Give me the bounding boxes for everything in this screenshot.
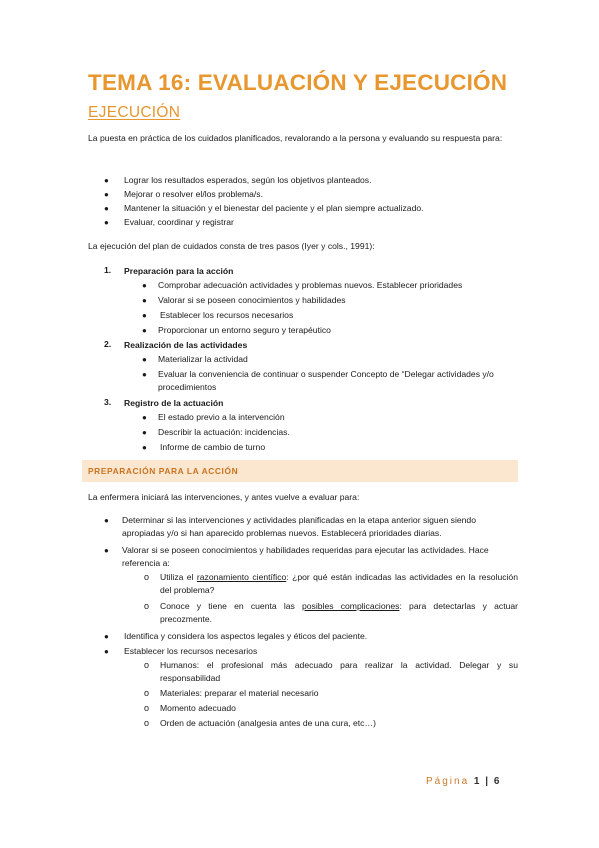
circle-bullet-icon: o <box>144 572 150 582</box>
bullet-icon: ● <box>142 326 147 335</box>
circle-bullet-icon: o <box>144 688 150 698</box>
bullet-icon: ● <box>104 218 109 227</box>
sub-list-item <box>160 600 518 626</box>
list-item: Mejorar o resolver el/los problema/s. <box>124 189 263 199</box>
list-item: Determinar si las intervenciones y actividades planificadas en la etapa anterior siguen siendo apropiadas y/o si han aparecido problemas nuevos. Establecerá prioridades diarias. <box>122 515 476 538</box>
bullet-icon: ● <box>104 632 109 641</box>
steps-intro: La ejecución del plan de cuidados consta de tres pasos (Iyer y cols., 1991): <box>88 241 375 251</box>
text-run: Utiliza el <box>160 572 197 582</box>
sub-list-item: Orden de actuación (analgesia antes de una cura, etc…) <box>160 718 376 728</box>
bullet-icon: ● <box>142 281 147 290</box>
sub-list-item: Materiales: preparar el material necesario <box>160 688 319 698</box>
footer-page-total: 6 <box>493 776 501 787</box>
step-title: Realización de las actividades <box>124 340 248 350</box>
circle-bullet-icon: o <box>144 703 150 713</box>
list-item: Establecer los recursos necesarios <box>160 310 294 320</box>
list-item: Evaluar la conveniencia de continuar o suspender Concepto de “Delegar actividades y/o procedimientos <box>158 369 494 392</box>
step-title: Preparación para la acción <box>124 266 234 276</box>
section-heading-preparacion: PREPARACIÓN PARA LA ACCIÓN <box>88 466 239 476</box>
bullet-icon: ● <box>104 190 109 199</box>
list-item: Proporcionar un entorno seguro y terapéutico <box>158 325 331 335</box>
bullet-icon: ● <box>142 311 147 320</box>
list-item: Materializar la actividad <box>158 354 248 364</box>
bullet-icon: ● <box>104 516 109 525</box>
bullet-icon: ● <box>104 176 109 185</box>
circle-bullet-icon: o <box>144 660 150 670</box>
list-item: Informe de cambio de turno <box>160 442 266 452</box>
page-footer <box>426 776 500 787</box>
bullet-icon: ● <box>104 647 109 656</box>
bullet-icon: ● <box>142 443 147 452</box>
bullet-icon: ● <box>142 428 147 437</box>
list-item: Identifica y considera los aspectos legales y éticos del paciente. <box>124 631 368 641</box>
section-heading-ejecucion: EJECUCIÓN <box>88 104 181 121</box>
list-item: Describir la actuación: incidencias. <box>158 427 290 437</box>
list-item: El estado previo a la intervención <box>158 412 285 422</box>
bullet-icon: ● <box>142 296 147 305</box>
bullet-icon: ● <box>142 413 147 422</box>
list-item: Valorar si se poseen conocimientos y habilidades requeridas para ejecutar las actividades. Hace referencia a: <box>122 545 489 568</box>
list-item: Mantener la situación y el bienestar del paciente y el plan siempre actualizado. <box>124 203 424 213</box>
underlined-term: razonamiento científico <box>196 572 287 582</box>
footer-page-number: 1 <box>473 776 481 787</box>
bullet-icon: ● <box>104 204 109 213</box>
step-number: 1. <box>104 265 112 275</box>
bullet-icon: ● <box>142 355 147 364</box>
circle-bullet-icon: o <box>144 718 150 728</box>
list-item: Valorar si se poseen conocimientos y habilidades <box>158 295 346 305</box>
text-run: : para detectarlas y actuar precozmente. <box>160 601 519 624</box>
step-title: Registro de la actuación <box>124 398 224 408</box>
text-run: : ¿por qué están indicadas las actividades en la resolución del problema? <box>160 572 518 595</box>
page-title: TEMA 16: EVALUACIÓN Y EJECUCIÓN <box>88 70 508 95</box>
list-item: Lograr los resultados esperados, según los objetivos planteados. <box>124 175 372 185</box>
footer-separator: | <box>485 776 490 787</box>
list-item: Comprobar adecuación actividades y problemas nuevos. Establecer prioridades <box>158 280 463 290</box>
step-number: 2. <box>104 339 112 349</box>
footer-label: Página <box>426 776 470 787</box>
list-item: Establecer los recursos necesarios <box>124 646 258 656</box>
bullet-icon: ● <box>104 546 109 555</box>
sub-list-item <box>160 571 518 597</box>
circle-bullet-icon: o <box>144 601 150 611</box>
intro-paragraph: La puesta en práctica de los cuidados planificados, revalorando a la persona y evaluando su respuesta para: <box>88 133 503 143</box>
bullet-icon: ● <box>142 370 147 379</box>
step-number: 3. <box>104 397 112 407</box>
underlined-term: posibles complicaciones <box>302 601 400 611</box>
text-run: Conoce y tiene en cuenta las <box>160 601 302 611</box>
list-item: Evaluar, coordinar y registrar <box>124 217 234 227</box>
sub-list-item: Humanos: el profesional más adecuado para realizar la actividad. Delegar y su responsabilidad <box>160 660 518 683</box>
sub-list-item: Momento adecuado <box>160 703 236 713</box>
prep-intro: La enfermera iniciará las intervenciones, y antes vuelve a evaluar para: <box>88 492 360 502</box>
